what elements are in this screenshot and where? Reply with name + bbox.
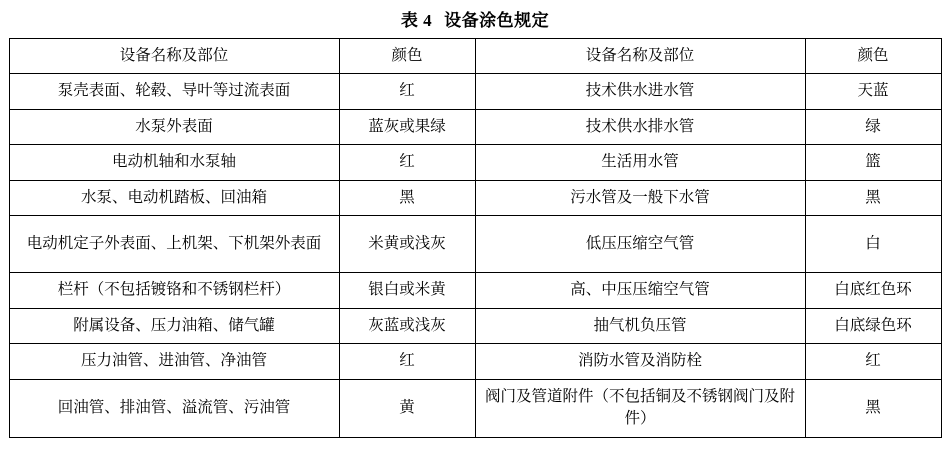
- cell-left-color: 黄: [339, 379, 475, 437]
- table-row: [9, 109, 941, 144]
- cell-right-color: 黑: [805, 379, 941, 437]
- column-header-right-color: 颜色: [805, 39, 941, 74]
- table-row: [9, 74, 941, 109]
- cell-left-color: 红: [339, 145, 475, 180]
- cell-right-color: 篮: [805, 145, 941, 180]
- cell-left-name: 回油管、排油管、溢流管、污油管: [9, 379, 339, 437]
- table-row: [9, 273, 941, 308]
- column-header-left-name: 设备名称及部位: [9, 39, 339, 74]
- cell-left-color: 黑: [339, 180, 475, 215]
- cell-right-name: 消防水管及消防栓: [475, 344, 805, 379]
- table-header-row: [9, 39, 941, 74]
- table-row: [9, 180, 941, 215]
- cell-left-name: 水泵、电动机踏板、回油箱: [9, 180, 339, 215]
- cell-left-color: 米黄或浅灰: [339, 216, 475, 273]
- cell-left-name: 附属设备、压力油箱、储气罐: [9, 308, 339, 343]
- cell-right-name: 污水管及一般下水管: [475, 180, 805, 215]
- cell-right-color: 天蓝: [805, 74, 941, 109]
- cell-left-color: 蓝灰或果绿: [339, 109, 475, 144]
- cell-left-name: 电动机轴和水泵轴: [9, 145, 339, 180]
- cell-left-color: 灰蓝或浅灰: [339, 308, 475, 343]
- cell-left-name: 泵壳表面、轮毂、导叶等过流表面: [9, 74, 339, 109]
- cell-right-name: 生活用水管: [475, 145, 805, 180]
- cell-right-color: 白: [805, 216, 941, 273]
- equipment-painting-table: [9, 38, 942, 438]
- cell-right-color: 白底红色环: [805, 273, 941, 308]
- cell-right-color: 绿: [805, 109, 941, 144]
- cell-left-name: 水泵外表面: [9, 109, 339, 144]
- cell-right-name: 高、中压压缩空气管: [475, 273, 805, 308]
- table-caption: [0, 0, 950, 38]
- cell-right-color: 黑: [805, 180, 941, 215]
- cell-right-name: 抽气机负压管: [475, 308, 805, 343]
- table-row: [9, 344, 941, 379]
- cell-right-name: 阀门及管道附件（不包括铜及不锈钢阀门及附件）: [475, 379, 805, 437]
- cell-left-name: 压力油管、进油管、净油管: [9, 344, 339, 379]
- cell-right-name: 技术供水排水管: [475, 109, 805, 144]
- cell-left-color: 红: [339, 74, 475, 109]
- cell-right-color: 红: [805, 344, 941, 379]
- table-row: [9, 145, 941, 180]
- cell-right-name: 技术供水进水管: [475, 74, 805, 109]
- cell-right-name: 低压压缩空气管: [475, 216, 805, 273]
- cell-left-name: 电动机定子外表面、上机架、下机架外表面: [9, 216, 339, 273]
- column-header-right-name: 设备名称及部位: [475, 39, 805, 74]
- table-row: [9, 308, 941, 343]
- cell-left-color: 银白或米黄: [339, 273, 475, 308]
- table-caption-number: 表 4: [400, 11, 433, 30]
- column-header-left-color: 颜色: [339, 39, 475, 74]
- cell-right-color: 白底绿色环: [805, 308, 941, 343]
- table-caption-title: 设备涂色规定: [444, 11, 550, 30]
- cell-left-color: 红: [339, 344, 475, 379]
- cell-left-name: 栏杆（不包括镀铬和不锈钢栏杆）: [9, 273, 339, 308]
- table-row: [9, 216, 941, 273]
- table-row: [9, 379, 941, 437]
